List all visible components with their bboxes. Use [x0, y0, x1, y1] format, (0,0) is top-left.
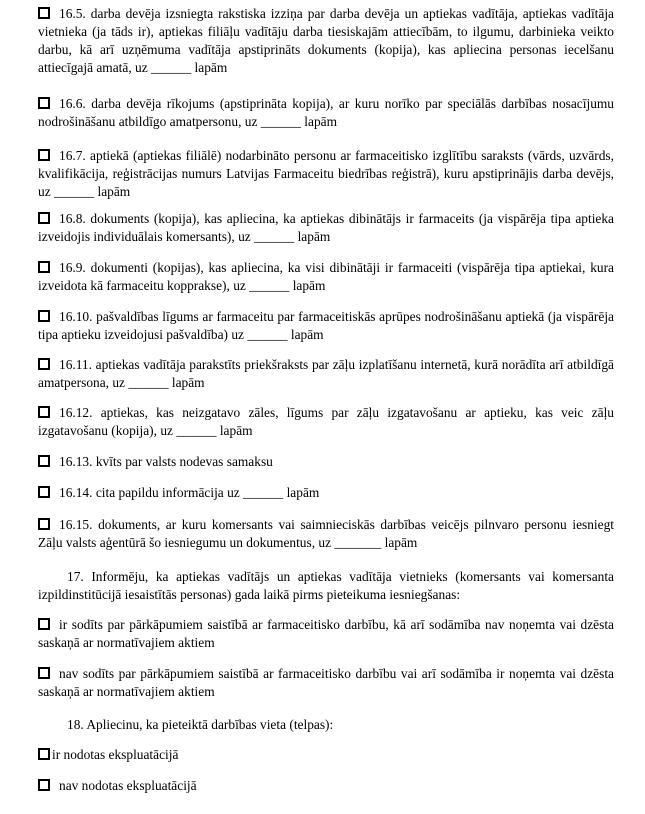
- item-16-13-text: 16.13. kvīts par valsts nodevas samaksu: [59, 454, 273, 469]
- checkbox-16-12[interactable]: [38, 406, 50, 418]
- item-16-15-text: 16.15. dokuments, ar kuru komersants vai saimnieciskās darbības veicējs pilnvaro personu iesniegt Zāļu valsts aģentūrā šo iesniegumu un dokumentus, uz _______ lapām: [38, 517, 614, 550]
- section-17-option-1-text: ir sodīts par pārkāpumiem saistībā ar farmaceitisko darbību, kā arī sodāmība nav noņemta vai dzēsta saskaņā ar normatīvajiem aktiem: [38, 617, 614, 650]
- item-16-6: [38, 95, 614, 131]
- checkbox-16-13[interactable]: [38, 455, 50, 467]
- item-16-11: [38, 356, 614, 392]
- section-18-intro-text: 18. Apliecinu, ka pieteiktā darbības vieta (telpas):: [67, 717, 334, 732]
- section-17-option-2-text: nav sodīts par pārkāpumiem saistībā ar farmaceitisko darbību vai arī sodāmība ir noņemta vai dzēsta saskaņā ar normatīvajiem aktiem: [38, 666, 614, 699]
- checkbox-16-10[interactable]: [38, 310, 50, 322]
- item-16-12: [38, 404, 614, 440]
- checkbox-16-9[interactable]: [38, 261, 50, 273]
- item-16-15: [38, 516, 614, 552]
- section-18-intro: [38, 716, 614, 734]
- item-16-10: [38, 308, 614, 344]
- section-18-option-1-text: ir nodotas ekspluatācijā: [52, 747, 179, 762]
- section-18-option-2: [38, 777, 614, 795]
- section-18-option-1: [38, 746, 614, 764]
- item-16-14-text: 16.14. cita papildu informācija uz ______ lapām: [59, 485, 320, 500]
- checkbox-16-6[interactable]: [38, 97, 50, 109]
- item-16-8: [38, 210, 614, 246]
- checkbox-18-nav-nodotas[interactable]: [38, 779, 50, 791]
- item-16-10-text: 16.10. pašvaldības līgums ar farmaceitu par farmaceitiskās aprūpes nodrošināšanu aptiekā (ja vispārēja tipa aptieku izveidojusi pašvaldība) uz ______ lapām: [38, 309, 614, 342]
- section-17-option-1: [38, 616, 614, 652]
- item-16-12-text: 16.12. aptiekas, kas neizgatavo zāles, līgums par zāļu izgatavošanu ar aptieku, kas veic zāļu izgatavošanu (kopija), uz ______ lapām: [38, 405, 614, 438]
- section-17-intro: [38, 568, 614, 604]
- item-16-9-text: 16.9. dokumenti (kopijas), kas apliecina, ka visi dibinātāji ir farmaceiti (vispārēja tipa aptiekai, kura izveidota kā farmaceitu kopprakse), uz ______ lapām: [38, 260, 614, 293]
- item-16-14: [38, 484, 614, 502]
- item-16-6-text: 16.6. darba devēja rīkojums (apstiprināta kopija), ar kuru norīko par speciālās darbības nosacījumu nodrošināšanu atbildīgo amatpersonu, uz ______ lapām: [38, 96, 614, 129]
- checkbox-16-11[interactable]: [38, 358, 50, 370]
- item-16-11-text: 16.11. aptiekas vadītāja parakstīts priekšraksts par zāļu izplatīšanu internetā, kurā norādīta arī atbildīgā amatpersona, uz ______ lapām: [38, 357, 614, 390]
- checkbox-16-8[interactable]: [38, 212, 50, 224]
- item-16-7: [38, 147, 614, 201]
- item-16-9: [38, 259, 614, 295]
- checkbox-17-sodits[interactable]: [38, 618, 50, 630]
- item-16-13: [38, 453, 614, 471]
- section-17-option-2: [38, 665, 614, 701]
- checkbox-17-nav-sodits[interactable]: [38, 667, 50, 679]
- item-16-5: [38, 5, 614, 77]
- section-17-intro-text: 17. Informēju, ka aptiekas vadītājs un aptiekas vadītāja vietnieks (komersants vai komersanta izpildinstitūcijā iesaistītās personas) gada laikā pirms pieteikuma iesniegšanas:: [38, 569, 614, 602]
- checkbox-16-14[interactable]: [38, 486, 50, 498]
- checkbox-16-5[interactable]: [38, 7, 50, 19]
- checkbox-18-nodotas[interactable]: [38, 748, 50, 760]
- item-16-8-text: 16.8. dokuments (kopija), kas apliecina, ka aptiekas dibinātājs ir farmaceits (ja vispārēja tipa aptieka izveidojis individuālais komersants), uz ______ lapām: [38, 211, 614, 244]
- item-16-5-text: 16.5. darba devēja izsniegta rakstiska izziņa par darba devēja un aptiekas vadītāja, aptiekas vadītāja vietnieka (ja tāds ir), aptiekas filiāļu vadītāju darba tiesiskajām attiecībām, to ilgumu, darbinieka veikto darbu, kā arī uzņēmuma vadītāja apstiprināts dokuments (kopija), kas apliecina personas iecelšanu attiecīgajā amatā, uz ______ lapām: [38, 6, 614, 75]
- checkbox-16-7[interactable]: [38, 149, 50, 161]
- section-18-option-2-text: nav nodotas ekspluatācijā: [59, 778, 197, 793]
- item-16-7-text: 16.7. aptiekā (aptiekas filiālē) nodarbināto personu ar farmaceitisko izglītību saraksts (vārds, uzvārds, kvalifikācija, reģistrācijas numurs Latvijas Farmaceitu biedrības reģistrā), kuru apstiprinājis darba devējs, uz ______ lapām: [38, 148, 614, 199]
- checkbox-16-15[interactable]: [38, 518, 50, 530]
